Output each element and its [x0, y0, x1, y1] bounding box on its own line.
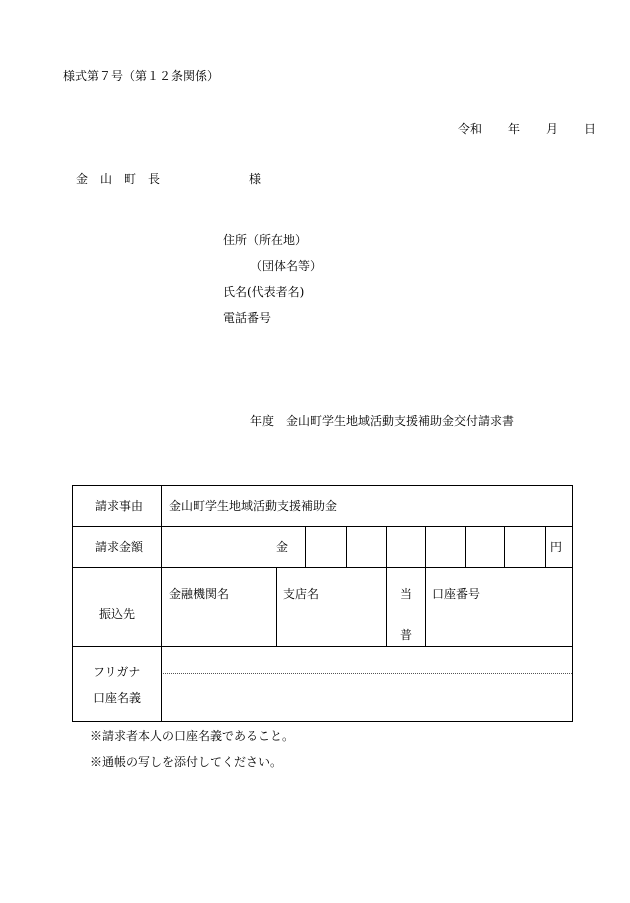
branch-name-label: 支店名 — [283, 587, 320, 601]
form-number: 様式第７号（第１２条関係） — [63, 69, 220, 83]
note-account-holder: ※請求者本人の口座名義であること。 — [90, 729, 295, 743]
date-day: 日 — [584, 122, 597, 136]
document-title: 金山町学生地域活動支援補助金交付請求書 — [286, 414, 515, 428]
organization-label: （団体名等） — [250, 259, 323, 273]
phone-label: 電話番号 — [223, 311, 272, 325]
amount-suffix: 円 — [550, 540, 563, 554]
account-holder-label: 口座名義 — [93, 691, 142, 705]
addressee-name: 金 山 町 長 — [76, 172, 161, 186]
transfer-divider — [386, 567, 387, 646]
reason-label: 請求事由 — [95, 499, 144, 513]
transfer-divider — [276, 567, 277, 646]
date-era: 令和 — [458, 122, 483, 136]
amount-digit-divider — [386, 526, 387, 567]
document-title-year: 年度 — [250, 414, 275, 428]
representative-name-label: 氏名(代表者名) — [223, 285, 305, 299]
account-type-current: 当 — [400, 587, 413, 601]
reason-value: 金山町学生地域活動支援補助金 — [169, 499, 338, 513]
amount-digit-divider — [465, 526, 466, 567]
note-passbook-copy: ※通帳の写しを添付してください。 — [90, 755, 283, 769]
row-divider — [73, 646, 572, 647]
amount-prefix: 金 — [276, 540, 289, 554]
amount-digit-divider — [346, 526, 347, 567]
furigana-label: フリガナ — [93, 665, 141, 679]
date-month: 月 — [546, 122, 559, 136]
account-number-label: 口座番号 — [432, 587, 481, 601]
furigana-divider — [161, 673, 572, 674]
addressee-honorific: 様 — [249, 172, 262, 186]
transfer-divider — [425, 567, 426, 646]
amount-digit-divider — [305, 526, 306, 567]
amount-digit-divider — [504, 526, 505, 567]
row-divider — [73, 526, 572, 527]
amount-label: 請求金額 — [95, 540, 144, 554]
transfer-label: 振込先 — [99, 607, 136, 621]
row-divider — [73, 567, 572, 568]
request-form-table — [72, 485, 573, 722]
account-type-ordinary: 普 — [400, 628, 413, 642]
date-year: 年 — [508, 122, 521, 136]
amount-digit-divider — [545, 526, 546, 567]
bank-name-label: 金融機関名 — [169, 587, 230, 601]
label-column-divider — [161, 486, 162, 721]
address-label: 住所（所在地） — [223, 233, 308, 247]
amount-digit-divider — [425, 526, 426, 567]
date-line — [458, 122, 482, 136]
